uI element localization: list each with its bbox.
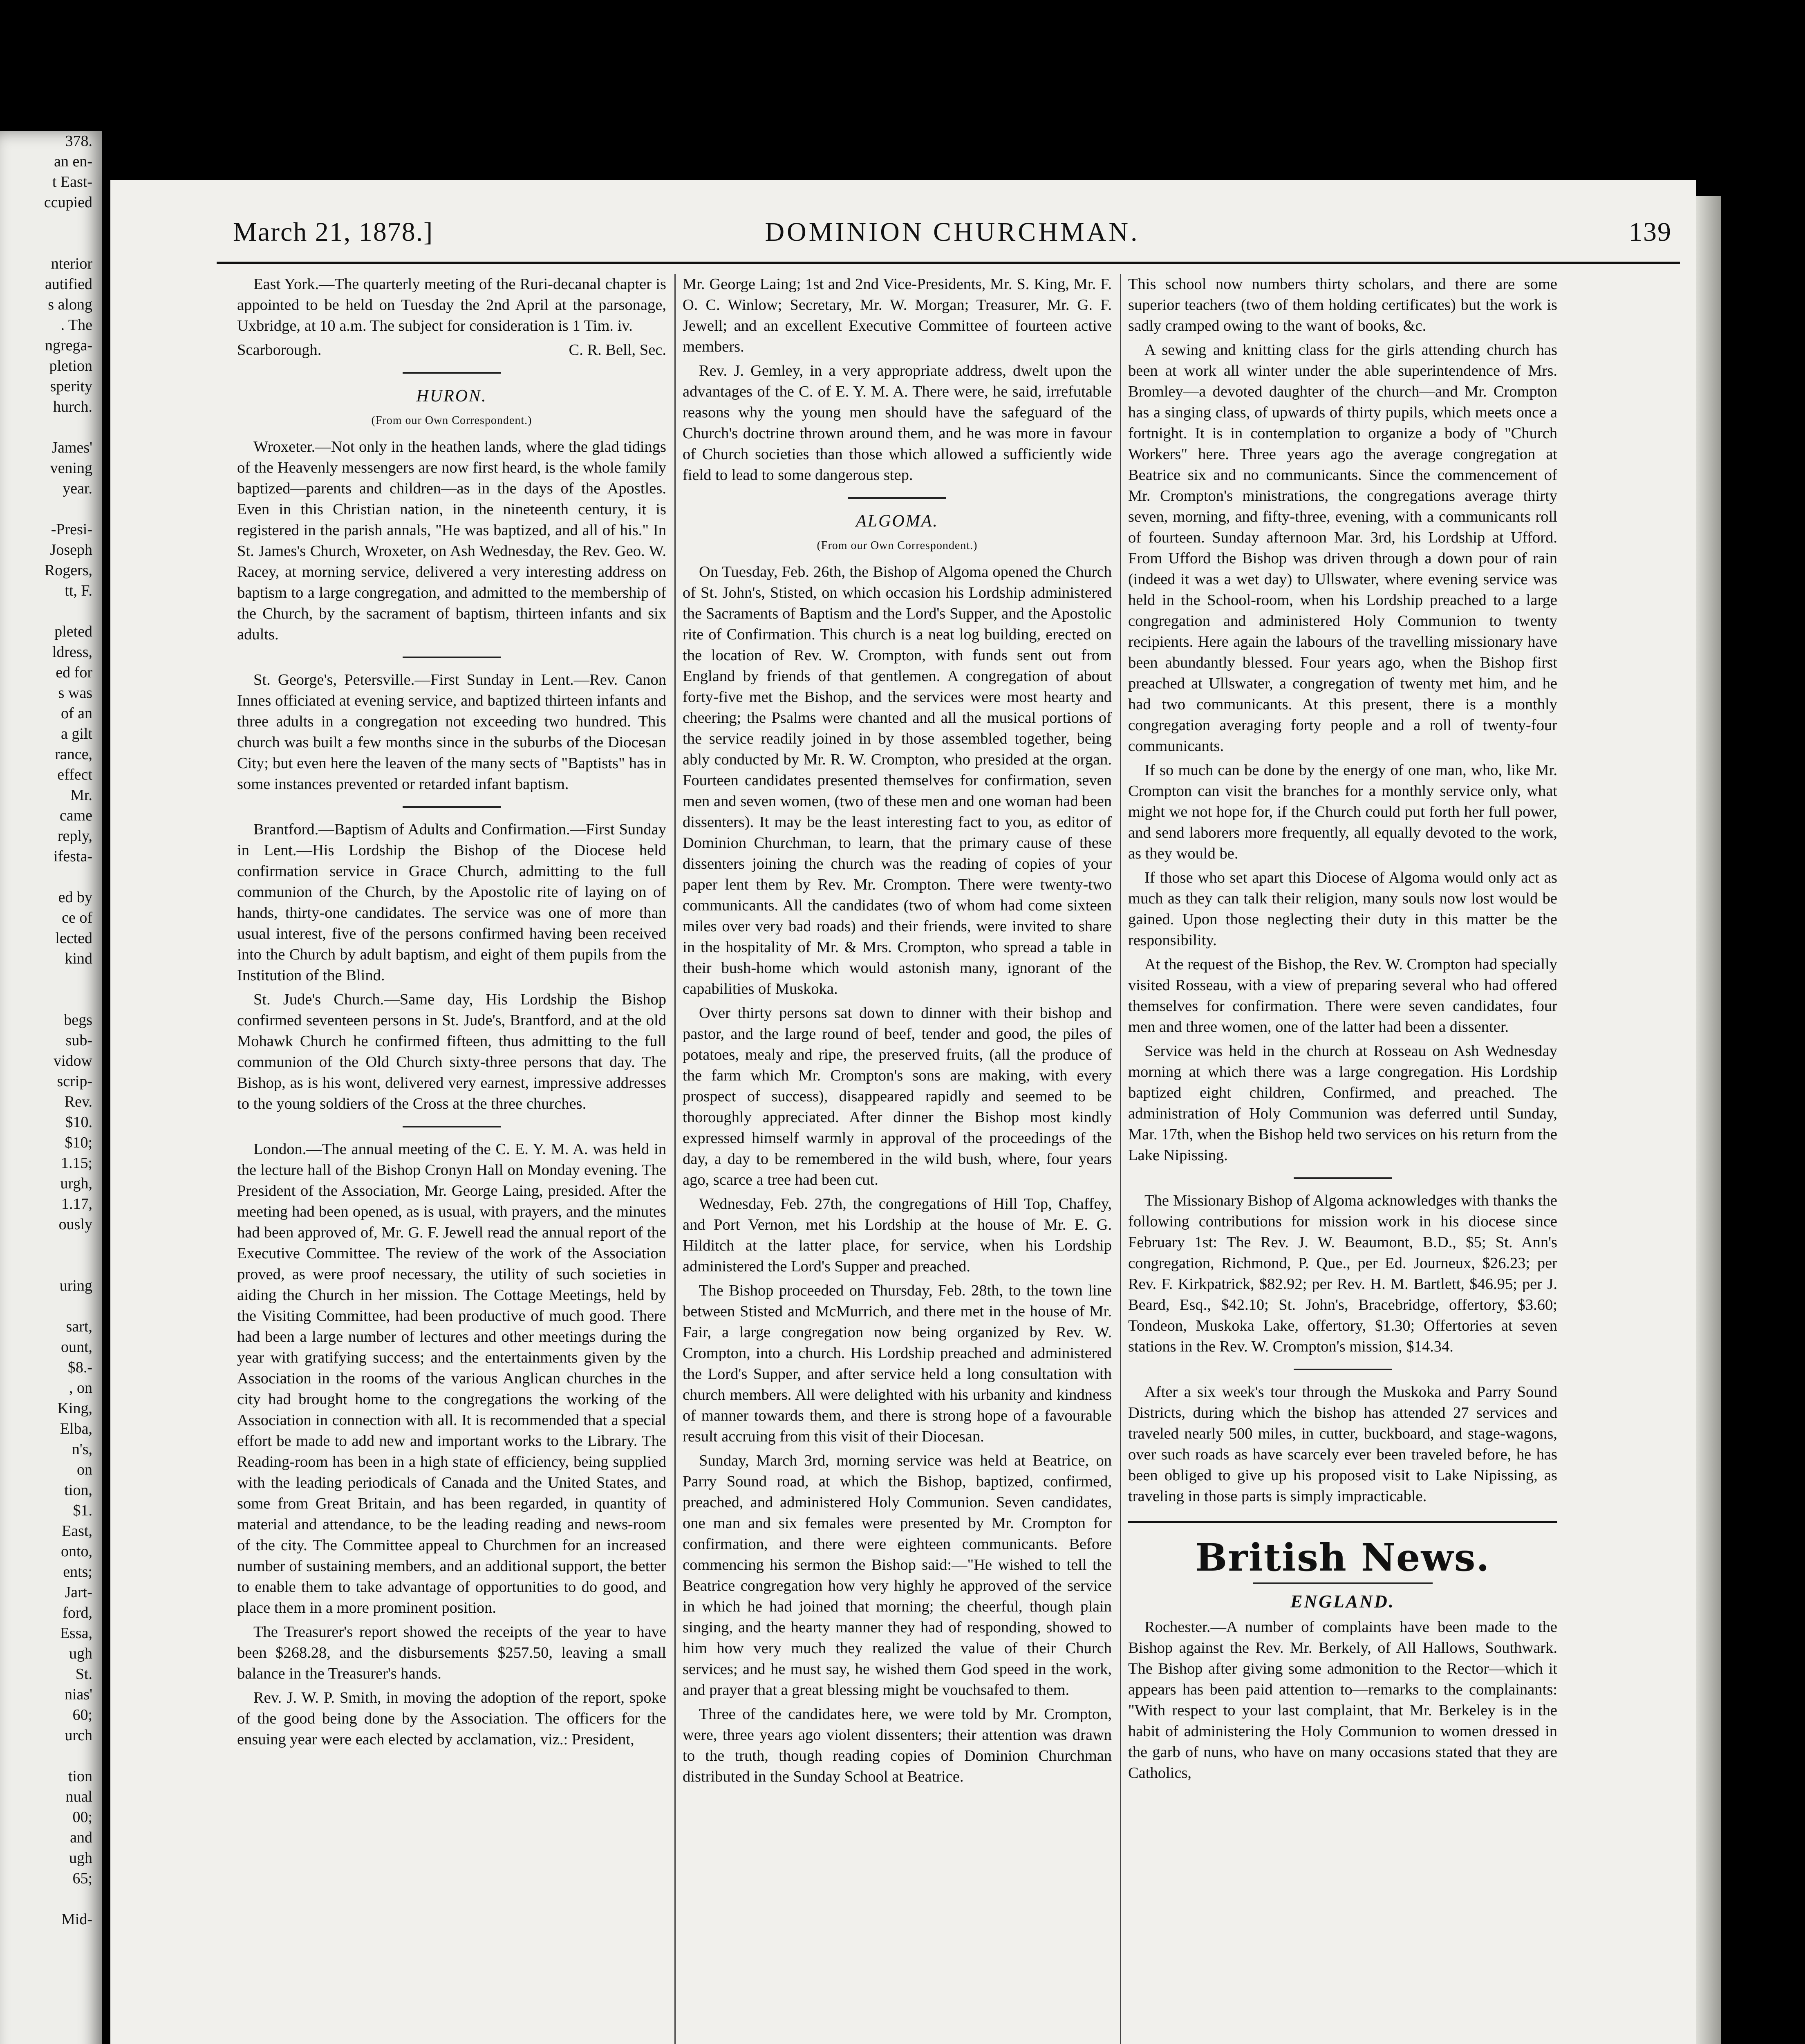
fragment-line: kind: [65, 950, 92, 967]
fragment-line: [0, 1235, 102, 1255]
gemley-paragraph: Rev. J. Gemley, in a very appropriate address, dwelt upon the advantages of the C. of E. Y. M. A. There were, he said, irrefutable reasons why the young men should have the safeguard of the Church's doctrine thrown around them, and he was more in favour of Church societies than those which allowed a sufficiently wide field to lead to some dangerous step.: [683, 362, 1112, 484]
fragment-line: Mr.: [70, 787, 92, 804]
algoma-paragraph: If so much can be done by the energy of one man, who, like Mr. Crompton can visit the branches for a monthly service only, what might we not hope for, if the Church could put forth her full power, and send laborers more frequently, all equally devoted to the work, as they would be.: [1128, 762, 1557, 862]
section-rule: [403, 372, 501, 374]
fragment-line: [0, 1296, 102, 1316]
fragment-line: nual: [65, 1788, 92, 1805]
fragment-line: 65;: [72, 1870, 92, 1887]
algoma-paragraph: Sunday, March 3rd, morning service was held at Beatrice, on Parry Sound road, at which the Bishop, baptized, confirmed, preached, and administered Holy Communion. Seven candidates, one man and six females were presented by Mr. Crompton for confirmation, and there were eighteen communicants. Before commencing his sermon the Bishop said:—"He wished to tell the Beatrice congregation how very highly he approved of the service in which he had joined that morning; the cheerful, though plain singing, and the hearty manner they had of responding, showed to him how very much they realized the value of their Church services; and he must say, he wished them God speed in the work, and prayer that a great blessing might be vouchsafed to them.: [683, 1452, 1112, 1699]
smith-paragraph: Rev. J. W. P. Smith, in moving the adoption of the report, spoke of the good being done by the Association. The officers for the ensuing year were each elected by acclamation, viz.: President,: [237, 1689, 666, 1748]
england-subheading: ENGLAND.: [1290, 1591, 1395, 1611]
fragment-line: rance,: [55, 746, 92, 763]
signature-place: Scarborough.: [237, 341, 322, 359]
section-thick-rule: [1128, 1521, 1557, 1523]
algoma-paragraph: The Bishop proceeded on Thursday, Feb. 28th, to the town line between Stisted and McMurrich, and there met in the house of Mr. Fair, a large congregation now being organized by Rev. W. Crompton, into a church. His Lordship preached and administered the Lord's Supper, and after service held a long consultation with church members. All were delighted with his urbanity and kindness of manner towards them, and there is strong hope of a favourable result accruing from this visit of their Diocesan.: [683, 1282, 1112, 1445]
algoma-paragraph: At the request of the Bishop, the Rev. W. Crompton had specially visited Rosseau, with a view of preparing several who had offered themselves for confirmation. There were seven candidates, four men and three women, one of the latter had been a dissenter.: [1128, 956, 1557, 1035]
fragment-line: $10.: [65, 1114, 92, 1131]
page-number: 139: [1629, 217, 1672, 247]
fragment-line: [0, 867, 102, 887]
fragment-line: year.: [63, 480, 92, 497]
correspondent-line: (From our Own Correspondent.): [371, 414, 532, 427]
fragment-line: of an: [60, 705, 92, 722]
fragment-line: ents;: [63, 1563, 92, 1580]
fragment-line: Elba,: [60, 1420, 92, 1437]
previous-page-edge: [0, 131, 102, 2044]
column-3: [1128, 274, 1557, 2044]
section-rule: [403, 806, 501, 808]
fragment-line: sperity: [50, 378, 92, 395]
fragment-line: sub-: [65, 1032, 92, 1049]
fragment-line: King,: [57, 1400, 92, 1417]
fragment-line: [0, 1746, 102, 1766]
fragment-line: $1.: [73, 1502, 92, 1519]
fragment-line: ugh: [69, 1645, 92, 1662]
signature-name: C. R. Bell, Sec.: [569, 341, 666, 359]
algoma-paragraph: On Tuesday, Feb. 26th, the Bishop of Algoma opened the Church of St. John's, Stisted, on which occasion his Lordship administered the Sacraments of Baptism and the Lord's Supper, and the Apostolic rite of Confirmation. This church is a neat log building, erected on the location of Rev. W. Crompton, with funds sent out from England by friends of that gentlemen. A congregation of about forty-five met the Bishop, and the services were most hearty and cheering; the Psalms were chanted and all the musical portions of the service readily joined in by those assembled together, being ably conducted by Mr. R. W. Crompton, who presided at the organ. Fourteen candidates presented themselves for confirmation, seven men and seven women, (two of these men and one woman had been dissenters). It may be the least interesting fact to you, as editor of Dominion Churchman, to learn, that the primary cause of these dissenters joining the church was the reading of copies of your paper lent them by Rev. Mr. Crompton. There were twenty-two communicants. All the candidates (two of whom had come sixteen miles over very bad roads) and their friends, were invited to share in the hospitality of Mr. & Mrs. Crompton, who spread a table in their bush-home which would astonish many, ignorant of the capabilities of Muskoka.: [683, 563, 1112, 997]
fragment-line: James': [52, 439, 92, 456]
masthead-rule: [217, 262, 1680, 264]
fragment-line: reply,: [57, 827, 92, 845]
column-divider-1: [674, 274, 676, 2044]
publication-title: DOMINION CHURCHMAN.: [765, 217, 1140, 247]
fragment-line: Rev.: [64, 1093, 92, 1110]
fragment-line: urch: [65, 1727, 92, 1744]
column-divider-2: [1120, 274, 1121, 2044]
fragment-line: [0, 969, 102, 989]
fragment-line: tt, F.: [65, 582, 92, 599]
fragment-line: ldress,: [52, 643, 92, 661]
fragment-line: a gilt: [60, 725, 92, 742]
page-right-edge: [1696, 196, 1721, 2044]
tour-notice: After a six week's tour through the Muskoka and Parry Sound Districts, during which the bishop has attended 27 services and traveled nearly 500 miles, in cutter, buckboard, and stage-wagons, over such roads as have scarcely ever been traveled before, he has been obliged to give up his proposed visit to Lake Nipissing, as traveling in those parts is simply impracticable.: [1128, 1383, 1557, 1505]
fragment-line: uring: [59, 1277, 92, 1294]
fragment-line: nterior: [51, 255, 92, 272]
section-heading-huron: HURON.: [416, 387, 487, 406]
fragment-line: Joseph: [50, 541, 92, 558]
treasurer-report: The Treasurer's report showed the receipts of the year to have been $268.28, and the disbursements $257.50, leaving a small balance in the Treasurer's hands.: [237, 1623, 666, 1682]
fragment-line: t East-: [52, 173, 92, 191]
fragment-line: vidow: [54, 1052, 92, 1069]
fragment-line: [0, 989, 102, 1010]
fragment-line: ifesta-: [54, 848, 92, 865]
column-1: [237, 274, 666, 2044]
st-jude-article: St. Jude's Church.—Same day, His Lordship the Bishop confirmed seventeen persons in St. Jude's, Brantford, and at the old Mohawk Church he confirmed fifteen, thus admitting to the full communion of the Old Church sixty-three persons that day. The Bishop, as is his wont, delivered very earnest, impressive addresses to the young soldiers of the Cross at the three churches.: [237, 991, 666, 1112]
fragment-line: hurch.: [53, 398, 92, 415]
fragment-line: Mid-: [61, 1911, 92, 1928]
london-article: London.—The annual meeting of the C. E. Y. M. A. was held in the lecture hall of the Bishop Cronyn Hall on Monday evening. The President of the Association, Mr. George Laing, presided. After the meeting had been opened, as is usual, with prayers, and the minutes had been approved of, Mr. G. F. Jewell read the annual report of the Executive Committee. The review of the work of the Association proved, as were proof necessary, the utility of such societies in aiding the Church in her mission. The Cottage Meetings, held by the Visiting Committee, had been productive of much good. There had been a large number of lectures and other meetings during the year with gratifying success; and the entertainments given by the Association in the rooms of the various Anglican churches in the city had brought home to the congregations the working of the Association in connection with all. It is recommended that a special effort be made to add new and important works to the Library. The Reading-room has been in a high state of efficiency, being supplied with the leading periodicals of Canada and the United States, and some from Great Britain, and has been regarded, in quantity of material and attendance, to be the leading reading and news-room of the city. The Committee appeal to Churchmen for an increased number of sustaining members, and an additional support, the better to enable them to take advantage of opportunities to do good, and place them in a more prominent position.: [237, 1141, 666, 1616]
fragment-line: [0, 213, 102, 233]
section-rule: [1294, 1177, 1392, 1179]
fragment-line: 378.: [65, 132, 92, 150]
british-news-heading: British News.: [1195, 1535, 1490, 1580]
fragment-line: ugh: [69, 1849, 92, 1867]
fragment-line: . The: [60, 316, 92, 334]
fragment-line: autified: [45, 276, 92, 293]
brantford-article: Brantford.—Baptism of Adults and Confirmation.—First Sunday in Lent.—His Lordship the Bishop of the Diocese held confirmation service in Grace Church, admitting to the full communion of the Church, by the Apostolic rite of laying on of hands, thirty-one candidates. The service was one of more than usual interest, five of the persons confirmed having been received into the Church by adult baptism, and eight of them pupils from the Institution of the Blind.: [237, 821, 666, 984]
algoma-paragraph: This school now numbers thirty scholars, and there are some superior teachers (two of them holding certificates) but the work is sadly cramped owing to the want of books, &c.: [1128, 276, 1557, 334]
fragment-line: on: [77, 1461, 92, 1478]
fragment-line: ford,: [63, 1604, 92, 1621]
fragment-line: Jart-: [65, 1584, 92, 1601]
st-george-article: St. George's, Petersville.—First Sunday in Lent.—Rev. Canon Innes officiated at evening service, and baptized thirteen infants and three adults in a congregation not exceeding two hundred. This church was built a few months since in the suburbs of the Diocesan City; but even here the leaven of the many sects of "Baptists" has in some instances prevented or retarded infant baptism.: [237, 671, 666, 793]
fragment-line: ed for: [56, 664, 92, 681]
fragment-line: pleted: [54, 623, 92, 640]
officers-paragraph: Mr. George Laing; 1st and 2nd Vice-Presidents, Mr. S. King, Mr. F. O. C. Winlow; Secretary, Mr. W. Morgan; Treasurer, Mr. G. F. Jewell; and an excellent Executive Committee of fourteen active members.: [683, 276, 1112, 355]
fragment-line: sart,: [66, 1318, 92, 1335]
fragment-line: [0, 1255, 102, 1275]
fragment-line: and: [70, 1829, 92, 1846]
fragment-line: [0, 601, 102, 621]
fragment-line: pletion: [49, 357, 92, 374]
algoma-paragraph: Three of the candidates here, we were told by Mr. Crompton, were, three years ago violent dissenters; their attention was drawn to the truth, though reading copies of Dominion Churchman distributed in the Sunday School at Beatrice.: [683, 1706, 1112, 1785]
east-york-notice: East York.—The quarterly meeting of the Ruri-decanal chapter is appointed to be held on Tuesday the 2nd April at the parsonage, Uxbridge, at 10 a.m. The subject for consideration is 1 Tim. iv.: [237, 276, 666, 334]
fragment-line: 1.17,: [61, 1195, 92, 1213]
fragment-line: -Presi-: [51, 521, 92, 538]
fragment-line: an en-: [54, 153, 92, 170]
contributions-notice: The Missionary Bishop of Algoma acknowledges with thanks the following contributions for mission work in his diocese since February 1st: The Rev. J. W. Beaumont, B.D., $5; St. Ann's congregation, Richmond, P. Que., per Ed. Journeux, $26.23; per Rev. F. Kirkpatrick, $82.92; per Rev. H. M. Bartlett, $46.95; per J. Beard, Esq., $42.10; St. John's, Bracebridge, offertory, $3.60; Tondeon, Muskoka Lake, offertory, $1.30; Offertories at seven stations in the Rev. W. Crompton's mission, $14.34.: [1128, 1192, 1557, 1355]
section-rule: [848, 497, 946, 499]
rochester-article: Rochester.—A number of complaints have been made to the Bishop against the Rev. Mr. Berkely, of All Hallows, Southwark. The Bishop after giving some admonition to the Rector—which it appears has been paid attention to—remarks to the complainants: "With respect to your last complaint, that Mr. Berkeley is in the habit of administering the Holy Communion to women dressed in the garb of nuns, who have on many occasions stated that they are Catholics,: [1128, 1618, 1557, 1782]
fragment-line: s along: [48, 296, 92, 313]
fragment-line: tion,: [64, 1481, 92, 1499]
fragment-line: ce of: [62, 909, 92, 926]
wroxeter-article: Wroxeter.—Not only in the heathen lands, where the glad tidings of the Heavenly messengers are now first heard, is the whole family baptized—parents and children—as in the days of the Apostles. Even in this Christian nation, in the nineteenth century, it is registered in the parish annals, "He was baptized, and all of his." In St. James's Church, Wroxeter, on Ash Wednesday, the Rev. Geo. W. Racey, at morning service, delivered a very interesting address on baptism to a large congregation, and admitted to the membership of the Church, by the sacrament of baptism, thirteen infants and six adults.: [237, 438, 666, 643]
fragment-line: [0, 1889, 102, 1909]
fragment-line: ngrega-: [45, 337, 92, 354]
fragment-line: Rogers,: [44, 562, 92, 579]
section-heading-algoma: ALGOMA.: [856, 512, 938, 531]
section-rule: [1294, 1369, 1392, 1370]
fragment-line: $8.-: [67, 1359, 92, 1376]
fragment-line: ccupied: [44, 194, 92, 211]
fragment-line: lected: [55, 930, 92, 947]
fragment-line: urgh,: [60, 1175, 92, 1192]
algoma-paragraph: Wednesday, Feb. 27th, the congregations of Hill Top, Chaffey, and Port Vernon, met his Lordship at the house of Mr. E. G. Hilditch at the latter place, for service, when his Lordship administered the Lord's Supper and preached.: [683, 1195, 1112, 1275]
newspaper-page: [110, 180, 1696, 2044]
algoma-paragraph: Service was held in the church at Rosseau on Ash Wednesday morning at which there was a large congregation. His Lordship baptized eight children, Confirmed, and preached. The administration of Holy Communion was deferred until Sunday, Mar. 17th, when the Bishop held two services on his return from the Lake Nipissing.: [1128, 1042, 1557, 1164]
fragment-line: ount,: [60, 1338, 92, 1356]
fragment-line: n's,: [72, 1441, 92, 1458]
fragment-line: 00;: [72, 1809, 92, 1826]
fragment-line: Essa,: [60, 1625, 92, 1642]
algoma-paragraph: A sewing and knitting class for the girls attending church has been at work all winter under the able superintendence of Mrs. Bromley—a devoted daughter of the church—and Mr. Crompton has a singing class, of upwards of thirty pupils, which meets once a fortnight. It is in contemplation to organize a body of "Church Workers" here. Three years ago the average congregation at Beatrice six and no communicants. Since the commencement of Mr. Crompton's ministrations, the congregations average thirty seven, morning, and fifty-three, evening, with a communicants roll of fourteen. Sunday afternoon Mar. 3rd, his Lordship at Ufford. From Ufford the Bishop was driven through a down pour of rain (indeed it was a wet day) to Ullswater, where evening service was held in the School-room, when his Lordship preached to a large congregation and administered Holy Communion to twenty recipients. Here again the labours of the travelling missionary have been abundantly blessed. Four years ago, when the Bishop first preached at Ullswater, a congregation of twenty met him, and he had two communicants. At this present, there is a monthly congregation averaging forty people and a roll of twenty-four communicants.: [1128, 341, 1557, 755]
fragment-line: effect: [57, 766, 92, 783]
fragment-line: ously: [58, 1216, 92, 1233]
fragment-line: scrip-: [57, 1073, 92, 1090]
column-2: [683, 274, 1112, 2044]
fragment-line: [0, 417, 102, 437]
fragment-line: $10;: [65, 1134, 92, 1151]
fragment-line: [0, 233, 102, 253]
fragment-line: 1.15;: [60, 1154, 92, 1172]
fragment-line: East,: [62, 1522, 92, 1540]
correspondent-line: (From our Own Correspondent.): [817, 539, 978, 552]
fragment-line: vening: [50, 459, 92, 477]
fragment-line: begs: [64, 1011, 92, 1029]
fragment-line: ed by: [58, 889, 92, 906]
section-rule: [403, 1126, 501, 1127]
algoma-paragraph: Over thirty persons sat down to dinner with their bishop and pastor, and the large round of beef, tender and good, the piles of potatoes, mealy and ripe, the preserved fruits, (all the produce of the farm which Mr. Crompton's sons are making, with every prospect of success), disappeared rapidly and seemed to be thoroughly appreciated. After dinner the Bishop most kindly expressed himself warmly in approval of the proceedings of the day, a day to be remembered in the wild bush, where, four years ago, scarce a tree had been cut.: [683, 1004, 1112, 1188]
fragment-line: [0, 499, 102, 519]
masthead: [233, 217, 1672, 262]
algoma-paragraph: If those who set apart this Diocese of Algoma would only act as much as they can talk their religion, many souls now lost would be gained. Upon those neglecting their duty in this matter be the responsibility.: [1128, 869, 1557, 949]
section-rule: [403, 657, 501, 658]
fragment-line: came: [59, 807, 92, 824]
issue-date: March 21, 1878.]: [233, 217, 434, 247]
fragment-line: 60;: [72, 1706, 92, 1724]
subheading-rule: [1253, 1582, 1433, 1584]
fragment-line: , on: [69, 1379, 92, 1396]
signature-line: [237, 340, 666, 361]
fragment-line: St.: [75, 1665, 92, 1683]
fragment-line: s was: [58, 684, 92, 702]
previous-page-fragments: [0, 131, 102, 1930]
fragment-line: nias': [64, 1686, 92, 1703]
fragment-line: tion: [68, 1768, 92, 1785]
fragment-line: onto,: [60, 1543, 92, 1560]
